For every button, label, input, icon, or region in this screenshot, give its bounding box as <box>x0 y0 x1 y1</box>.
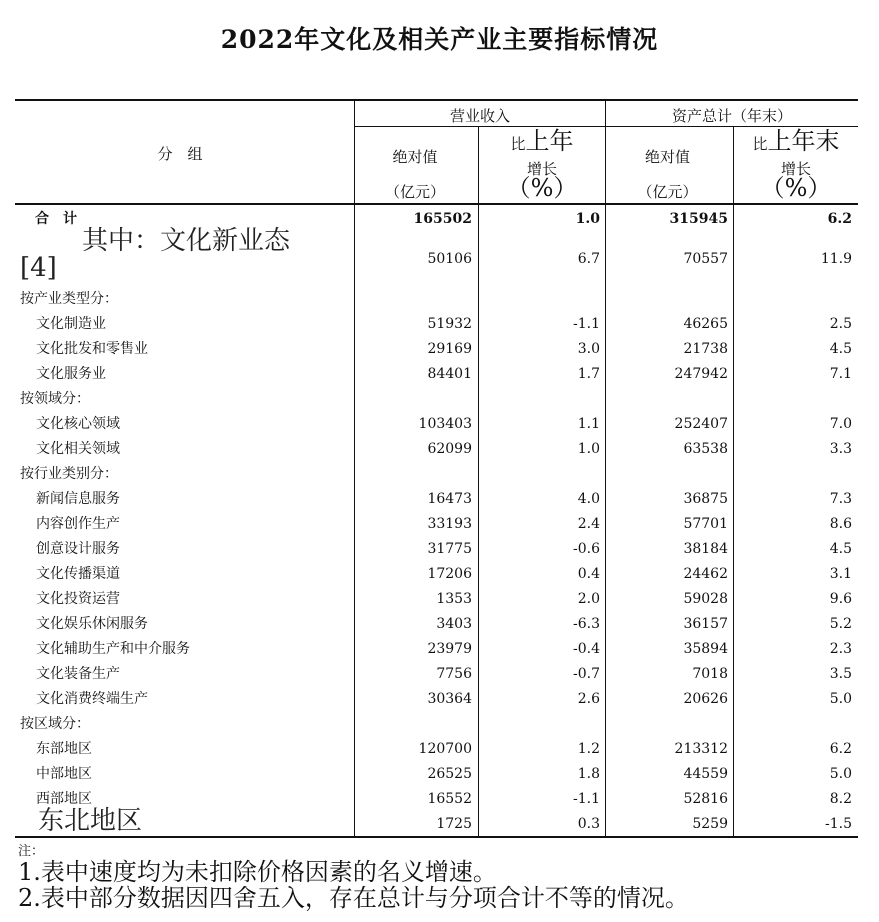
row-label: 文化辅助生产和中介服务 <box>36 641 190 657</box>
header-assets: 资产总计（年末） <box>671 107 792 125</box>
row-label: 文化制造业 <box>36 316 106 332</box>
revenue-value <box>356 712 472 737</box>
asset-value <box>608 712 728 737</box>
revenue-value: 62099 <box>427 441 472 457</box>
northeast-label: 东北地区 <box>38 806 143 836</box>
header-rev-pct: （%） <box>506 174 578 202</box>
row-label: 内容创作生产 <box>36 516 120 532</box>
revenue-value: 31775 <box>427 541 472 557</box>
asset-growth: 8.2 <box>829 791 852 807</box>
header-rev-growth: 增长 <box>526 160 557 178</box>
revenue-growth: 2.6 <box>577 691 600 707</box>
revenue-value: 165502 <box>413 211 472 227</box>
header-rev-unit: （亿元） <box>384 183 445 201</box>
asset-value: 38184 <box>683 541 728 557</box>
new-business-label: 其中：文化新业态 <box>82 226 291 256</box>
revenue-growth <box>480 462 600 487</box>
revenue-value: 84401 <box>427 366 472 382</box>
header-rev-yoy <box>480 128 604 157</box>
asset-value: 46265 <box>683 316 728 332</box>
revenue-growth: 1.8 <box>577 766 600 782</box>
revenue-value: 103403 <box>418 416 472 432</box>
asset-growth <box>735 712 852 737</box>
revenue-value: 120700 <box>418 741 472 757</box>
header-rev-abs: 绝对值 <box>392 148 438 166</box>
asset-growth: 7.3 <box>829 491 852 507</box>
asset-growth <box>735 287 852 312</box>
row-label: 文化传播渠道 <box>36 566 120 582</box>
revenue-growth <box>480 712 600 737</box>
asset-value: 247942 <box>674 366 728 382</box>
asset-value: 57701 <box>683 516 728 532</box>
revenue-growth: 1.1 <box>577 416 600 432</box>
revenue-value: 1353 <box>436 591 472 607</box>
asset-growth <box>735 462 852 487</box>
revenue-growth: 1.0 <box>575 211 600 227</box>
revenue-value: 3403 <box>436 616 472 632</box>
reference-mark: [4] <box>20 253 57 283</box>
asset-value: 5259 <box>692 816 728 832</box>
asset-growth: 5.0 <box>829 766 852 782</box>
table-title: 2022年文化及相关产业主要指标情况 <box>220 25 659 54</box>
asset-value: 7018 <box>692 666 728 682</box>
header-asset-growth: 增长 <box>780 160 811 178</box>
asset-growth: 9.6 <box>829 591 852 607</box>
revenue-value: 16473 <box>427 491 472 507</box>
row-label: 文化批发和零售业 <box>36 341 148 357</box>
header-asset-yoy-big: 上年末 <box>767 127 840 155</box>
revenue-growth: 4.0 <box>577 491 600 507</box>
asset-value: 24462 <box>683 566 728 582</box>
col-divider-asset <box>733 127 734 837</box>
asset-value: 20626 <box>683 691 728 707</box>
asset-growth: 6.2 <box>829 741 852 757</box>
revenue-growth: 3.0 <box>577 341 600 357</box>
col-divider-rev <box>478 127 479 837</box>
row-label: 文化服务业 <box>36 366 106 382</box>
asset-value: 36157 <box>683 616 728 632</box>
row-label: 文化消费终端生产 <box>36 691 148 707</box>
col-divider-group <box>354 100 355 837</box>
revenue-value: 1725 <box>436 816 472 832</box>
row-label: 按区域分： <box>20 716 90 732</box>
header-group: 分 组 <box>157 145 203 163</box>
asset-growth: -1.5 <box>825 816 852 832</box>
revenue-value: 26525 <box>427 766 472 782</box>
asset-value: 70557 <box>683 251 728 267</box>
asset-value <box>608 462 728 487</box>
asset-growth: 3.3 <box>829 441 852 457</box>
revenue-value: 33193 <box>427 516 472 532</box>
revenue-growth: 2.0 <box>577 591 600 607</box>
revenue-growth <box>480 287 600 312</box>
asset-value: 52816 <box>683 791 728 807</box>
asset-growth: 11.9 <box>820 251 852 267</box>
header-asset-abs: 绝对值 <box>644 148 690 166</box>
revenue-value: 7756 <box>436 666 472 682</box>
row-label: 文化相关领域 <box>36 441 120 457</box>
asset-growth: 3.1 <box>829 566 852 582</box>
row-label: 按产业类型分： <box>20 291 118 307</box>
revenue-value: 29169 <box>427 341 472 357</box>
revenue-value: 51932 <box>427 316 472 332</box>
row-label: 西部地区 <box>36 791 92 807</box>
col-divider-mid <box>605 100 606 837</box>
row-label: 中部地区 <box>36 766 92 782</box>
asset-value: 213312 <box>674 741 728 757</box>
asset-value: 59028 <box>683 591 728 607</box>
row-label: 文化娱乐休闲服务 <box>36 616 148 632</box>
revenue-growth: -1.1 <box>573 316 600 332</box>
revenue-growth: -0.6 <box>573 541 600 557</box>
revenue-value: 16552 <box>427 791 472 807</box>
asset-value: 35894 <box>683 641 728 657</box>
asset-growth: 8.6 <box>829 516 852 532</box>
row-label: 新闻信息服务 <box>36 491 120 507</box>
asset-growth <box>735 387 852 412</box>
header-asset-pct: （%） <box>760 174 832 202</box>
revenue-value <box>356 462 472 487</box>
asset-value: 63538 <box>683 441 728 457</box>
row-label: 文化装备生产 <box>36 666 120 682</box>
header-asset-yoy-prefix: 比 <box>752 135 768 153</box>
row-label: 文化核心领域 <box>36 416 120 432</box>
row-label: 创意设计服务 <box>36 541 120 557</box>
revenue-growth: 1.0 <box>577 441 600 457</box>
asset-growth: 6.2 <box>827 211 852 227</box>
revenue-value: 50106 <box>427 251 472 267</box>
header-revenue: 营业收入 <box>449 107 510 125</box>
revenue-growth: -1.1 <box>573 791 600 807</box>
asset-growth: 7.1 <box>829 366 852 382</box>
notes-label: 注： <box>18 844 45 859</box>
note-line-1: 1.表中速度均为未扣除价格因素的名义增速。 <box>18 858 497 886</box>
row-label: 按行业类别分： <box>20 466 118 482</box>
asset-value: 252407 <box>674 416 728 432</box>
revenue-growth: -0.4 <box>573 641 600 657</box>
revenue-value: 17206 <box>427 566 472 582</box>
asset-growth: 2.3 <box>829 641 852 657</box>
asset-growth: 5.0 <box>829 691 852 707</box>
header-asset-yoy <box>735 128 857 157</box>
revenue-growth: 0.4 <box>577 566 600 582</box>
asset-value: 36875 <box>683 491 728 507</box>
revenue-value <box>356 387 472 412</box>
asset-growth: 4.5 <box>829 541 852 557</box>
revenue-value: 23979 <box>427 641 472 657</box>
asset-growth: 2.5 <box>829 316 852 332</box>
revenue-growth: -0.7 <box>573 666 600 682</box>
row-label: 东部地区 <box>36 741 92 757</box>
asset-growth: 3.5 <box>829 666 852 682</box>
revenue-growth: 1.2 <box>577 741 600 757</box>
asset-value <box>608 387 728 412</box>
revenue-growth: -6.3 <box>573 616 600 632</box>
revenue-value: 30364 <box>427 691 472 707</box>
header-rev-yoy-prefix: 比 <box>510 135 526 153</box>
row-label: 合 计 <box>35 211 77 227</box>
asset-value: 44559 <box>683 766 728 782</box>
revenue-growth: 2.4 <box>577 516 600 532</box>
asset-growth: 5.2 <box>829 616 852 632</box>
row-label: 文化投资运营 <box>36 591 120 607</box>
row-label: 按领域分： <box>20 391 90 407</box>
asset-value: 21738 <box>683 341 728 357</box>
asset-value <box>608 287 728 312</box>
revenue-growth <box>480 387 600 412</box>
revenue-value <box>356 287 472 312</box>
revenue-growth: 1.7 <box>577 366 600 382</box>
header-bottom-rule <box>15 203 858 205</box>
header-rev-yoy-big: 上年 <box>525 127 574 155</box>
asset-value: 315945 <box>669 211 728 227</box>
top-rule <box>15 99 858 101</box>
revenue-growth: 6.7 <box>577 251 600 267</box>
revenue-growth: 0.3 <box>577 816 600 832</box>
header-asset-unit: （亿元） <box>637 183 698 201</box>
asset-growth: 4.5 <box>829 341 852 357</box>
asset-growth: 7.0 <box>829 416 852 432</box>
note-line-2: 2.表中部分数据因四舍五入，存在总计与分项合计不等的情况。 <box>18 884 689 912</box>
